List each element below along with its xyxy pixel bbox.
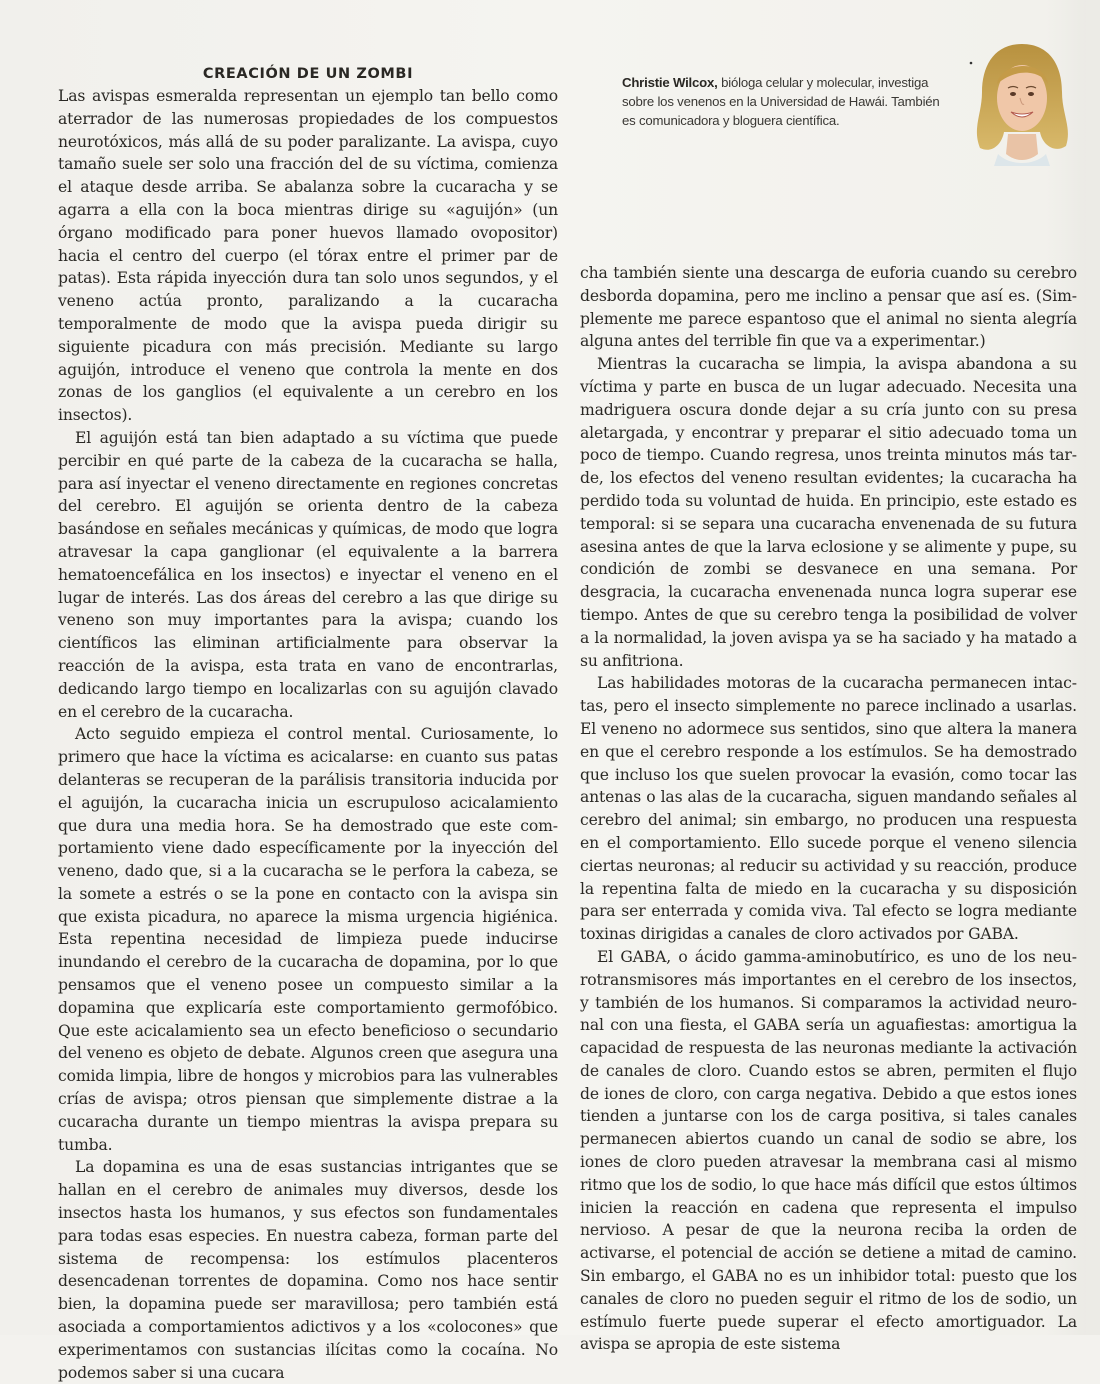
- paragraph: El GABA, o ácido gamma-aminobutírico, es uno de los neurotransmisores más importantes en el cerebro de los insectos, y también de los humanos. Si comparamos la actividad neuronal con una fiesta, el GABA sería un aguafiestas: amortigua la capacidad de respuesta de las neuronas mediante la activación de canales de cloro. Cuando estos se abren, permiten el flujo de iones de cloro, con carga negativa. Debido a que estos iones tienden a juntarse con los de carga positiva, si tales canales permanecen abiertos cuando un canal de sodio se abre, los iones de cloro pueden atravesar la membrana casi al mismo ritmo que los de sodio, lo que hace más difícil que estos últimos inicien la reacción en cadena que representa el impulso nervioso. A pesar de que la neurona reciba la orden de activarse, el potencial de acción se detiene a mitad de camino. Sin embargo, el GABA no es un inhibidor total: puesto que los canales de cloro no pueden seguir el ritmo de los de sodio, un estímulo fuerte puede superar el efecto amortiguador. La avispa se apropia de este sistema: [580, 947, 1077, 1354]
- paragraph: Las habilidades motoras de la cucaracha permanecen intactas, pero el insecto simplemente no parece inclinado a usarlas. El veneno no adormece sus sentidos, sino que altera la manera en que el cerebro responde a los estímulos. Se ha demostrado que incluso los que suelen provocar la evasión, como tocar las antenas o las alas de la cucaracha, siguen mandando señales al cerebro del animal; sin embargo, no producen una respuesta en el comportamiento. Ello sucede porque el veneno silencia ciertas neuronas; al reducir su actividad y su reacción, produce la repentina falta de miedo en la cucaracha y su disposición para ser enterrada y comida viva. Tal efecto se logra mediante toxinas dirigidas a canales de cloro activados por GABA.: [580, 674, 1077, 944]
- author-portrait-icon: [958, 36, 1086, 166]
- author-bio: [622, 73, 952, 130]
- paragraph: Las avispas esmeralda representan un ejemplo tan bello como aterrador de las numerosas propiedades de los compuestos neurotóxicos, más allá de su poder paralizante. La avispa, cuyo tamaño suele ser solo una fracción del de su víctima, comienza el ataque desde arriba. Se abalanza sobre la cucaracha y se agarra a ella con la boca mientras dirige su «aguijón» (un órgano modificado para poner huevos llamado ovopositor) hacia el centro del cuerpo (el tórax entre el primer par de patas). Esta rápida inyección dura tan solo unos segundos, y el veneno actúa pronto, paralizando a la cucaracha temporalmente de modo que la avispa pueda dirigir su siguiente picadura con más precisión. Mediante su largo aguijón, introduce el veneno que controla la mente en dos zonas de los ganglios (el equivalente a un cerebro en los insectos).: [58, 87, 558, 425]
- right-text-column: [580, 262, 1077, 1356]
- paragraph: El aguijón está tan bien adaptado a su víctima que puede percibir en qué parte de la cabeza de la cucaracha se halla, para así inyectar el veneno directamente en regiones concretas del cerebro. El aguijón se orienta dentro de la cabeza basándose en señales mecánicas y químicas, de modo que logra atravesar la capa ganglionar (el equivalente a la barrera hematoencefálica en los insectos) e inyectar el veneno en el lugar de interés. Las dos áreas del cerebro a las que dirige su veneno son muy importantes para la avispa; cuando los científicos las eliminan artificialmente para observar la reacción de la avispa, esta trata en vano de encontrarlas, dedicando largo tiempo en localizarlas con su aguijón clavado en el cerebro de la cucaracha.: [58, 428, 558, 721]
- paragraph: La dopamina es una de esas sustancias intrigantes que se hallan en el cerebro de animales muy diversos, desde los insectos hasta los humanos, y sus efectos son fundamentales para todas esas especies. En nuestra cabeza, forman parte del sistema de recompensa: los estímulos placenteros desencadenan torrentes de dopamina. Como nos hace sentir bien, la dopamina puede ser maravillosa; pero también está asociada a comportamientos adictivos y a los «colocones» que experimentamos con sustancias ilícitas como la cocaína. No podemos saber si una cucara: [58, 1158, 558, 1382]
- paragraph: cha también siente una descarga de euforia cuando su cerebro desborda dopamina, pero me inclino a pensar que así es. (Simplemente me parece espantoso que el animal no sienta alegría alguna antes del terrible fin que va a experimentar.): [580, 264, 1077, 351]
- paragraph: Mientras la cucaracha se limpia, la avispa abandona a su víctima y parte en busca de un lugar adecuado. Necesita una madriguera oscura donde dejar a su cría junto con su presa aletargada, y encontrar y preparar el sitio adecuado toma un poco de tiempo. Cuando regresa, unos treinta minutos más tarde, los efectos del veneno resultan evidentes; la cucaracha ha perdido toda su voluntad de huida. En principio, este estado es temporal: si se separa una cucaracha envenenada de su futura asesina antes de que la larva eclosione y se alimente y pupe, su condición de zombi se desvanece en una semana. Por desgracia, la cucaracha envenenada nunca logra superar ese tiempo. Antes de que su cerebro tenga la posibilidad de volver a la normalidad, la joven avispa ya se ha saciado y ha matado a su anfitriona.: [580, 355, 1077, 670]
- author-description: bióloga celular y molecular, investiga sobre los venenos en la Universidad de Hawái. También es comunicadora y bloguera científica.: [622, 75, 940, 128]
- author-name: Christie Wilcox,: [622, 75, 718, 90]
- article-headline: CREACIÓN DE UN ZOMBI: [202, 66, 414, 82]
- paragraph: Acto seguido empieza el control mental. Curiosamente, lo primero que hace la víctima es acicalarse: en cuanto sus patas delanteras se recuperan de la parálisis transitoria inducida por el aguijón, la cucaracha inicia un escrupuloso acicalamiento que dura una media hora. Se ha demostrado que este comportamiento viene dado específicamente por la inyección del veneno, dado que, si a la cucaracha se le perfora la cabeza, se la somete a estrés o se la pone en contacto con la avispa sin que exista picadura, no aparece la misma urgencia higiénica. Esta repentina necesidad de limpieza puede inducirse inundando el cerebro de la cucaracha de dopamina, por lo que pensamos que el veneno posee un compuesto similar a la dopamina que explicaría este comportamiento germofóbico. Que este acicalamiento sea un efecto beneficioso o secundario del veneno es objeto de debate. Algunos creen que asegura una comida limpia, libre de hongos y microbios para las vulnerables crías de avispa; otros piensan que simplemente distrae a la cucaracha durante un tiempo mientras la avispa prepara su tumba.: [58, 725, 558, 1154]
- left-text-column: [58, 85, 558, 1384]
- page-edge-shadow: [1086, 0, 1100, 1335]
